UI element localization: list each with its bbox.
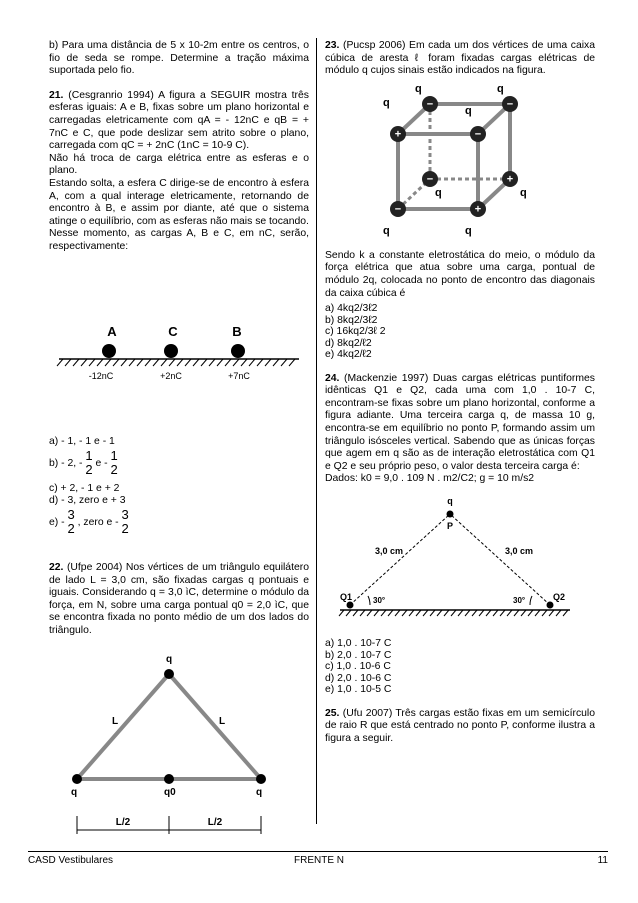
hatch-mark: [444, 610, 449, 616]
question-24-options: [325, 638, 595, 696]
right-column: [325, 40, 595, 745]
hatch-mark: [465, 610, 470, 616]
option-21c: c) + 2, - 1 e + 2: [49, 483, 120, 494]
hatch-mark: [273, 359, 279, 366]
fraction-denominator: 2: [67, 521, 75, 536]
label-P: P: [446, 521, 454, 531]
cube-q-label: q: [520, 186, 527, 199]
cube-charges: [383, 84, 527, 237]
hatch-mark: [97, 359, 103, 366]
question-25-statement: (Ufu 2007) Três cargas estão fixas em um semicírculo de raio R que está centrado no ponto P, conforme ilustra a figura a seguir.: [325, 707, 596, 744]
label-q: q: [447, 496, 453, 506]
question-20b-text: b) Para uma distância de 5 x 10-2m entre os centros, o fio de seda se rompe. Determine a tração máxima suportada pelo fio.: [49, 40, 309, 77]
question-23-option-0: a) 4kq2/3ℓ2: [325, 303, 378, 315]
hatch-mark: [201, 359, 207, 366]
hatch-mark: [339, 610, 344, 616]
hatch-mark: [388, 610, 393, 616]
figure-22-triangle: [49, 652, 309, 802]
hatch-mark: [493, 610, 498, 616]
label-A: A: [107, 323, 117, 339]
sphere-B: [231, 344, 245, 358]
charge-bottom-right: [256, 774, 266, 784]
charge-sign: +: [474, 203, 482, 216]
question-24-number: 24.: [325, 372, 340, 384]
cube-q-label: q: [383, 96, 390, 109]
hatch-mark: [486, 610, 491, 616]
label-distance-1: 3,0 cm: [375, 546, 404, 556]
side-right: [450, 514, 550, 605]
angle-arc-right: [530, 596, 532, 605]
hatch-mark: [65, 359, 71, 366]
fraction-numerator: 1: [85, 448, 93, 463]
hatch-mark: [113, 359, 119, 366]
ground-hatching: [57, 359, 295, 366]
label-bottom-right-q: q: [256, 786, 263, 798]
hatch-mark: [549, 610, 554, 616]
fraction-numerator: 3: [121, 507, 129, 522]
question-24-text: [325, 373, 595, 474]
charge-sign: −: [426, 98, 434, 111]
hatch-mark: [563, 610, 568, 616]
cube-q-label: q: [465, 104, 472, 117]
hatch-mark: [257, 359, 263, 366]
charge-B: +7nC: [228, 370, 250, 381]
question-21-text: [49, 90, 309, 153]
hatch-mark: [265, 359, 271, 366]
label-left-L: L: [112, 715, 119, 727]
hatch-mark: [346, 610, 351, 616]
question-24-option-2: c) 1,0 . 10-6 C: [325, 661, 391, 672]
question-24-statement: (Mackenzie 1997) Duas cargas elétricas puntiformes idênticas Q1 e Q2, cada uma com 1,0 . 10-7 C, encontram-se fixas sobre um plano horizontal, conforme a figura adiante. Uma terceira carga q, de massa 10 g, encontra-se em equilíbrio no ponto P, formando assim um triângulo isósceles vertical. Sabendo que as únicas forças que agem em q são as de interação eletrostática com Q1 e Q2 e seu próprio peso, o valor desta terceira carga é:: [325, 372, 595, 472]
side-left: [350, 514, 450, 605]
hatch-mark: [535, 610, 540, 616]
hatch-mark: [217, 359, 223, 366]
hatch-mark: [145, 359, 151, 366]
hatch-mark: [542, 610, 547, 616]
hatch-mark: [177, 359, 183, 366]
fraction-one-half-2: [111, 449, 118, 477]
fraction-three-halves-1: [67, 508, 74, 536]
question-24-data: Dados: k0 = 9,0 . 109 N . m2/C2; g = 10 m/s2: [325, 473, 535, 485]
charge-middle: [164, 774, 174, 784]
cube-q-label: q: [497, 83, 504, 95]
sphere-A: [102, 344, 116, 358]
hatch-mark: [105, 359, 111, 366]
hatch-mark: [281, 359, 287, 366]
hatch-mark: [402, 610, 407, 616]
hatch-mark: [169, 359, 175, 366]
charge-sign: −: [394, 203, 402, 216]
label-half-2: L/2: [207, 817, 223, 828]
label-bottom-left-q: q: [71, 786, 78, 798]
hatch-mark: [409, 610, 414, 616]
figure-21-spheres: [49, 264, 309, 414]
label-Q2: Q2: [553, 592, 566, 602]
cube-q-label: q: [435, 186, 442, 199]
question-23-option-4: e) 4kq2/ℓ2: [325, 349, 372, 361]
hatch-mark: [161, 359, 167, 366]
sphere-C: [164, 344, 178, 358]
footer-left: CASD Vestibulares: [28, 855, 114, 866]
hatch-mark: [81, 359, 87, 366]
charge-sign: +: [394, 128, 402, 141]
charge-q: [447, 511, 454, 518]
fraction-denominator: 2: [121, 521, 129, 536]
label-right-L: L: [219, 715, 226, 727]
hatch-mark: [528, 610, 533, 616]
question-23-statement: (Pucsp 2006) Em cada um dos vértices de uma caixa cúbica de aresta ℓ foram fixadas cargas elétricas de módulo q cujos sinais estão indicados na figura.: [325, 40, 596, 77]
question-23-text-2: Sendo k a constante eletrostática do meio, o módulo da força elétrica que atua sobre uma carga, pontual de módulo 2q, colocada no ponto de encontro das diagonais da caixa cúbica é: [325, 249, 595, 299]
hatch-mark: [289, 359, 295, 366]
hatch-mark: [416, 610, 421, 616]
hatch-mark: [395, 610, 400, 616]
hatch-mark: [73, 359, 79, 366]
question-25-text: [325, 708, 595, 746]
hatch-mark: [89, 359, 95, 366]
question-23-number: 23.: [325, 40, 340, 51]
option-21e: [49, 508, 309, 536]
hatch-mark: [479, 610, 484, 616]
question-22-statement: (Ufpe 2004) Nos vértices de um triângulo equilátero de lado L = 3,0 cm, são fixadas cargas q pontuais e iguais. Considerando q = 3,0 ìC, determine o módulo da força, em N, sobre uma carga pontual q0 = 2,0 ìC, que se encontra fixada no ponto médio de um dos lados do triângulo.: [49, 562, 309, 636]
cube-q-label: q: [465, 224, 472, 237]
option-21b: [49, 449, 309, 477]
question-22-text: [49, 562, 309, 638]
hatch-mark: [458, 610, 463, 616]
charge-sign: −: [474, 128, 482, 141]
label-Q1: Q1: [340, 592, 353, 602]
label-C: C: [168, 323, 178, 339]
charge-top: [164, 669, 174, 679]
fraction-numerator: 3: [67, 507, 75, 522]
label-top-q: q: [165, 653, 173, 665]
question-23-option-3: d) 8kq2/ℓ2: [325, 337, 372, 349]
charge-bottom-left: [72, 774, 82, 784]
hatch-mark: [514, 610, 519, 616]
question-21-paragraph-4: Nesse momento, as cargas A, B e C, em nC, serão, respectivamente:: [49, 228, 309, 252]
hatch-mark: [472, 610, 477, 616]
column-divider: [316, 38, 317, 824]
hatch-mark: [367, 610, 372, 616]
charge-Q2: [547, 602, 554, 609]
hatch-mark: [423, 610, 428, 616]
charge-A: -12nC: [88, 370, 114, 381]
hatch-mark: [121, 359, 127, 366]
hatch-mark: [129, 359, 135, 366]
hatch-mark: [233, 359, 239, 366]
footer-center: FRENTE N: [294, 855, 344, 866]
hatch-mark: [381, 610, 386, 616]
hatch-mark: [137, 359, 143, 366]
question-25-number: 25.: [325, 707, 340, 719]
option-21e-mid: , zero e -: [77, 516, 119, 528]
cube-q-label: q: [415, 83, 422, 95]
label-distance-2: 3,0 cm: [505, 546, 534, 556]
question-21-paragraph-3: Estando solta, a esfera C dirige-se de encontro à esfera A, com a qual interage eletricamente, retornando de encontro à B, e assim por diante, até que o sistema atinge o equilíbrio, com as esferas não mais se tocando.: [49, 177, 309, 227]
fraction-three-halves-2: [122, 508, 129, 536]
ground-hatching: [339, 610, 568, 616]
hatch-mark: [249, 359, 255, 366]
question-23-option-2: c) 16kq2/3ℓ 2: [325, 326, 386, 338]
option-21b-prefix: b) - 2, -: [49, 457, 83, 469]
hatch-mark: [353, 610, 358, 616]
hatch-mark: [451, 610, 456, 616]
charge-sign: −: [426, 173, 434, 186]
option-21d: d) - 3, zero e + 3: [49, 494, 126, 506]
footer-rule: [28, 851, 608, 852]
option-21a: a) - 1, - 1 e - 1: [49, 435, 115, 447]
fraction-numerator: 1: [110, 448, 118, 463]
charge-sign: −: [506, 98, 514, 111]
question-21-number: 21.: [49, 89, 64, 101]
hatch-mark: [507, 610, 512, 616]
charge-C: +2nC: [160, 370, 182, 381]
hatch-mark: [185, 359, 191, 366]
hatch-mark: [556, 610, 561, 616]
hatch-mark: [374, 610, 379, 616]
question-21-paragraph-2: Não há troca de carga elétrica entre as esferas e o plano.: [49, 152, 309, 177]
question-24-option-3: d) 2,0 . 10-6 C: [325, 672, 392, 684]
angle-arc-left: [368, 596, 370, 605]
hatch-mark: [225, 359, 231, 366]
triangle-right-side: [169, 674, 261, 779]
hatch-mark: [209, 359, 215, 366]
option-21b-mid: e -: [95, 457, 108, 469]
question-24-option-1: b) 2,0 . 10-7 C: [325, 649, 392, 661]
figure-23-cube: [325, 84, 595, 242]
page-number: 11: [597, 855, 608, 866]
charge-Q1: [347, 602, 354, 609]
figure-22-dimensions: [49, 812, 309, 842]
option-21e-prefix: e) -: [49, 516, 65, 528]
label-half-1: L/2: [115, 817, 131, 828]
label-angle-2: 30°: [513, 596, 526, 605]
fraction-one-half-1: [85, 449, 92, 477]
question-23-option-1: b) 8kq2/3ℓ2: [325, 314, 378, 326]
hatch-mark: [500, 610, 505, 616]
question-24-option-0: a) 1,0 . 10-7 C: [325, 638, 392, 649]
label-B: B: [232, 323, 242, 339]
hatch-mark: [360, 610, 365, 616]
hatch-mark: [153, 359, 159, 366]
question-23-options: [325, 303, 595, 361]
question-24-option-4: e) 1,0 . 10-5 C: [325, 684, 392, 695]
label-middle-q0: q0: [164, 786, 176, 798]
figure-24-triangle: [325, 492, 595, 620]
hatch-mark: [521, 610, 526, 616]
hatch-mark: [57, 359, 63, 366]
question-21-statement: (Cesgranrio 1994) A figura a SEGUIR mostra três esferas iguais: A e B, fixas sobre um plano horizontal e carregadas eletricamente com qA = - 12nC e qB = + 7nC e C, que pode deslizar sem atrito sobre o plano, carregada com qC = + 2nC (1nC = 10-9 C).: [49, 89, 309, 152]
hatch-mark: [193, 359, 199, 366]
fraction-denominator: 2: [85, 462, 93, 477]
hatch-mark: [437, 610, 442, 616]
cube-q-label: q: [383, 224, 390, 237]
hatch-mark: [430, 610, 435, 616]
question-23-text: [325, 40, 595, 78]
left-column: [49, 40, 309, 802]
triangle-left-side: [77, 674, 169, 779]
charge-sign: +: [506, 173, 514, 186]
question-22-number: 22.: [49, 562, 64, 573]
hatch-mark: [241, 359, 247, 366]
label-angle-1: 30°: [373, 596, 386, 605]
fraction-denominator: 2: [110, 462, 118, 477]
